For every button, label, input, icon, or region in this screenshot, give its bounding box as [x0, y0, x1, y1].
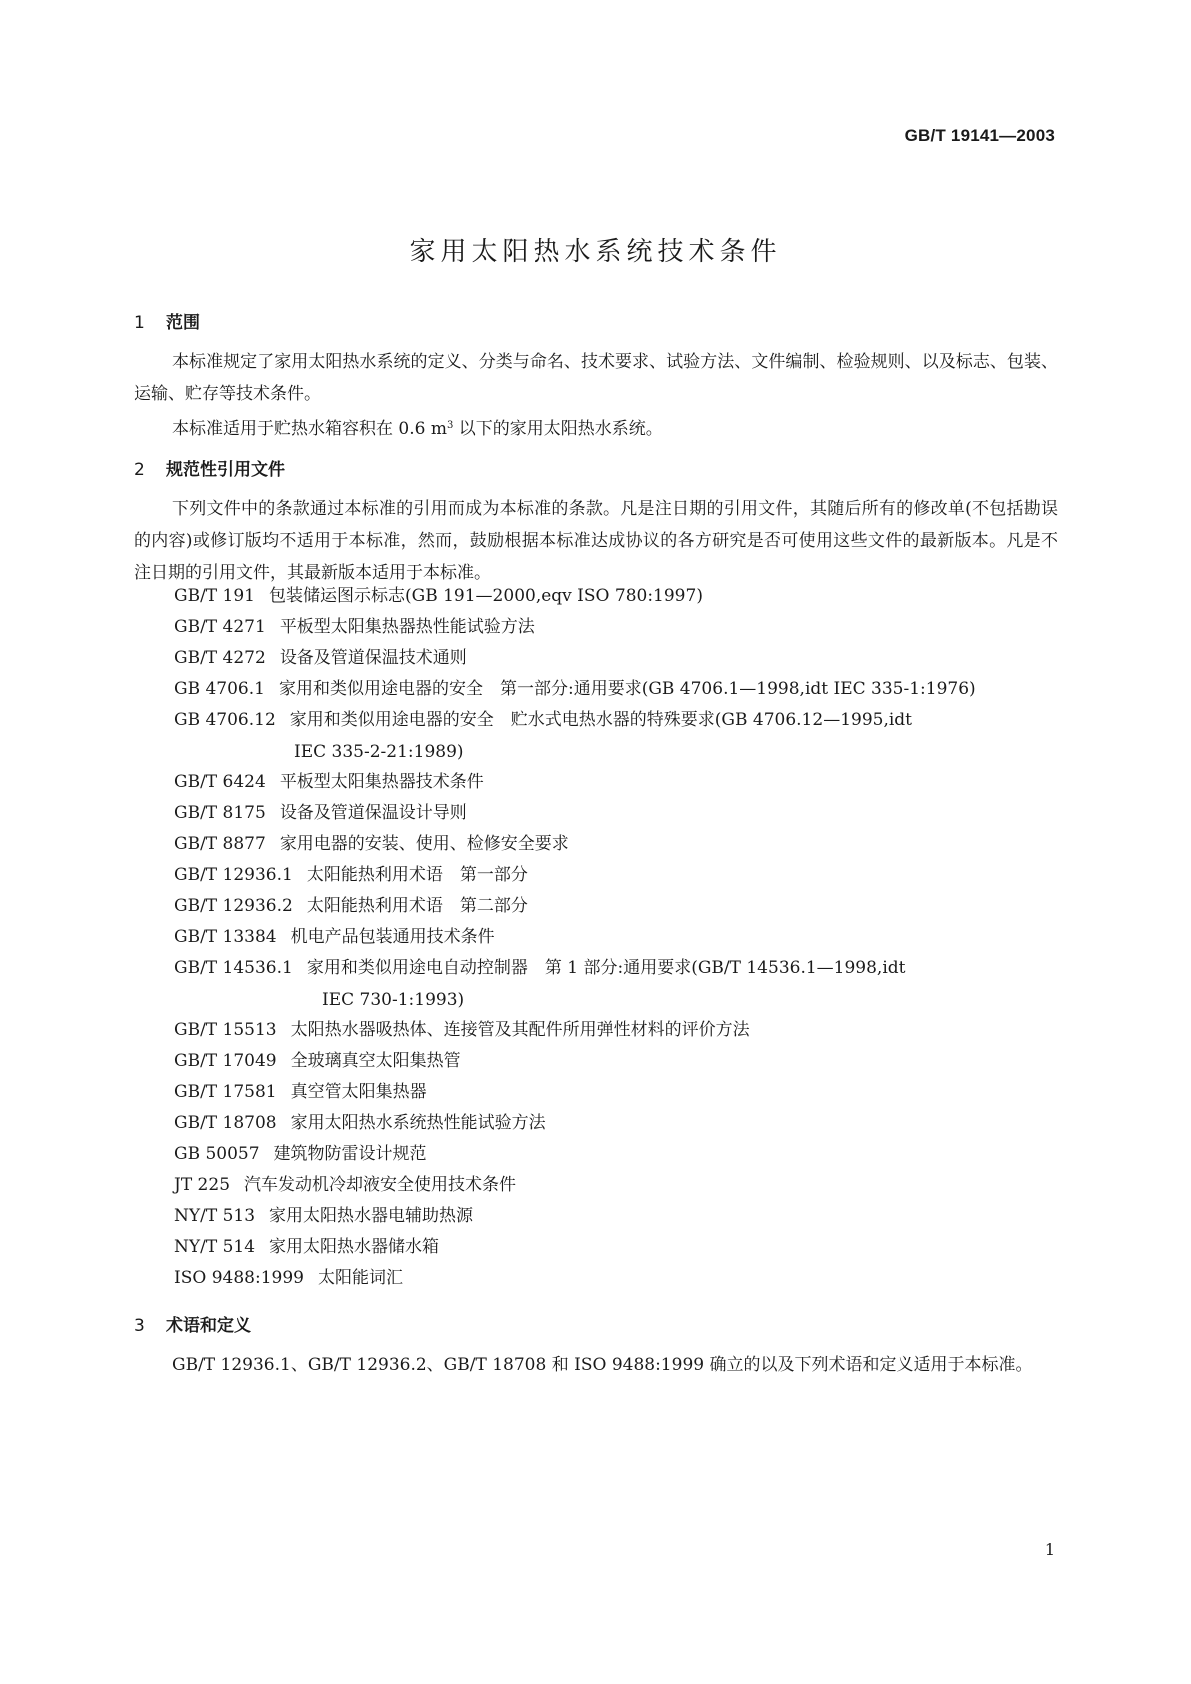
section-title: 术语和定义: [166, 1316, 251, 1336]
section-2-heading: [134, 455, 285, 480]
ref-title: 家用和类似用途电自动控制器 第 1 部分:通用要求(GB/T 14536.1—1998,idt: [306, 958, 906, 978]
ref-title: 太阳能热利用术语 第一部分: [306, 865, 528, 885]
reference-item: [174, 642, 467, 674]
ref-title-continued: IEC 335-2-21:1989): [294, 742, 464, 762]
ref-code: NY/T 513: [174, 1206, 256, 1226]
ref-title: 全玻璃真空太阳集热管: [290, 1051, 461, 1071]
ref-title: 汽车发动机冷却液安全使用技术条件: [244, 1175, 517, 1195]
section-title: 范围: [166, 313, 200, 333]
ref-code: GB/T 13384: [174, 927, 277, 947]
section-3-heading: [134, 1311, 251, 1336]
reference-item: [174, 1231, 439, 1263]
cubic-superscript: 3: [446, 420, 454, 431]
section-2-intro: 下列文件中的条款通过本标准的引用而成为本标准的条款。凡是注日期的引用文件，其随后所有的修改单(不包括勘误的内容)或修订版均不适用于本标准，然而，鼓励根据本标准达成协议的各方研究是否可使用这些文件的最新版本。凡是不注日期的引用文件，其最新版本适用于本标准。: [134, 499, 1058, 583]
ref-code: GB/T 4272: [174, 648, 266, 668]
reference-item: [174, 828, 569, 860]
ref-code: GB/T 15513: [174, 1020, 277, 1040]
ref-code: ISO 9488:1999: [174, 1268, 304, 1288]
ref-code: GB/T 4271: [174, 617, 266, 637]
ref-title: 设备及管道保温技术通则: [279, 648, 467, 668]
ref-code: GB/T 8877: [174, 834, 266, 854]
reference-item: [174, 890, 528, 922]
reference-item: [174, 766, 484, 798]
ref-title: 太阳能热利用术语 第二部分: [306, 896, 528, 916]
section-number: 3: [134, 1316, 145, 1336]
ref-code: NY/T 514: [174, 1237, 256, 1257]
reference-item: [174, 1262, 403, 1294]
page-number: 1: [1044, 1540, 1055, 1559]
reference-item: [174, 1045, 461, 1077]
section-title: 规范性引用文件: [166, 460, 285, 480]
ref-code: GB 4706.12: [174, 710, 276, 730]
ref-title-continued: IEC 730-1:1993): [322, 990, 465, 1010]
ref-title: 设备及管道保温设计导则: [279, 803, 467, 823]
ref-title: 家用和类似用途电器的安全 贮水式电热水器的特殊要求(GB 4706.12—1995,idt: [289, 710, 913, 730]
reference-item: [174, 1014, 750, 1046]
ref-code: GB 4706.1: [174, 679, 265, 699]
ref-code: GB/T 12936.2: [174, 896, 293, 916]
scope-text-start: 本标准适用于贮热水箱容积在 0.6 m: [172, 419, 447, 439]
ref-title: 家用电器的安装、使用、检修安全要求: [279, 834, 569, 854]
standard-code: GB/T 19141—2003: [904, 126, 1055, 145]
section-number: 1: [134, 313, 145, 333]
ref-code: GB/T 191: [174, 586, 255, 606]
reference-item: [174, 921, 495, 953]
reference-item: [174, 952, 906, 1016]
ref-code: GB/T 12936.1: [174, 865, 293, 885]
reference-item: [174, 611, 535, 643]
reference-item: [174, 797, 467, 829]
reference-item: [174, 1169, 516, 1201]
reference-item: [174, 1200, 473, 1232]
ref-code: GB/T 18708: [174, 1113, 277, 1133]
ref-code: GB/T 6424: [174, 772, 266, 792]
ref-title: 家用和类似用途电器的安全 第一部分:通用要求(GB 4706.1—1998,idt IEC 335-1:1976): [278, 679, 976, 699]
section-number: 2: [134, 460, 145, 480]
reference-item: [174, 673, 976, 705]
ref-title: 太阳能词汇: [317, 1268, 403, 1288]
ref-title: 平板型太阳集热器热性能试验方法: [279, 617, 535, 637]
ref-title: 平板型太阳集热器技术条件: [279, 772, 484, 792]
reference-item: [174, 1107, 546, 1139]
ref-code: GB/T 17049: [174, 1051, 277, 1071]
section-3-paragraph-1: GB/T 12936.1、GB/T 12936.2、GB/T 18708 和 ISO 9488:1999 确立的以及下列术语和定义适用于本标准。: [172, 1355, 1033, 1375]
ref-code: GB/T 17581: [174, 1082, 277, 1102]
ref-title: 包装储运图示标志(GB 191—2000,eqv ISO 780:1997): [269, 586, 703, 606]
ref-code: GB 50057: [174, 1144, 260, 1164]
section-1-paragraph-1: 本标准规定了家用太阳热水系统的定义、分类与命名、技术要求、试验方法、文件编制、检验规则、以及标志、包装、运输、贮存等技术条件。: [134, 352, 1058, 404]
ref-title: 家用太阳热水器电辅助热源: [269, 1206, 474, 1226]
reference-item: [174, 859, 528, 891]
ref-code: GB/T 8175: [174, 803, 266, 823]
ref-title: 家用太阳热水器储水箱: [269, 1237, 440, 1257]
reference-item: [174, 1076, 427, 1108]
section-1-paragraph-2: [134, 410, 1058, 445]
ref-code: JT 225: [174, 1175, 231, 1195]
ref-title: 真空管太阳集热器: [290, 1082, 427, 1102]
document-title: 家用太阳热水系统技术条件: [409, 237, 782, 267]
ref-title: 家用太阳热水系统热性能试验方法: [290, 1113, 546, 1133]
ref-title: 建筑物防雷设计规范: [273, 1144, 427, 1164]
ref-title: 太阳热水器吸热体、连接管及其配件所用弹性材料的评价方法: [290, 1020, 750, 1040]
ref-code: GB/T 14536.1: [174, 958, 293, 978]
section-1-heading: [134, 308, 200, 333]
ref-title: 机电产品包装通用技术条件: [290, 927, 495, 947]
scope-text-end: 以下的家用太阳热水系统。: [453, 419, 663, 439]
reference-item: [174, 580, 703, 612]
reference-item: [174, 1138, 427, 1170]
reference-item: [174, 704, 912, 768]
